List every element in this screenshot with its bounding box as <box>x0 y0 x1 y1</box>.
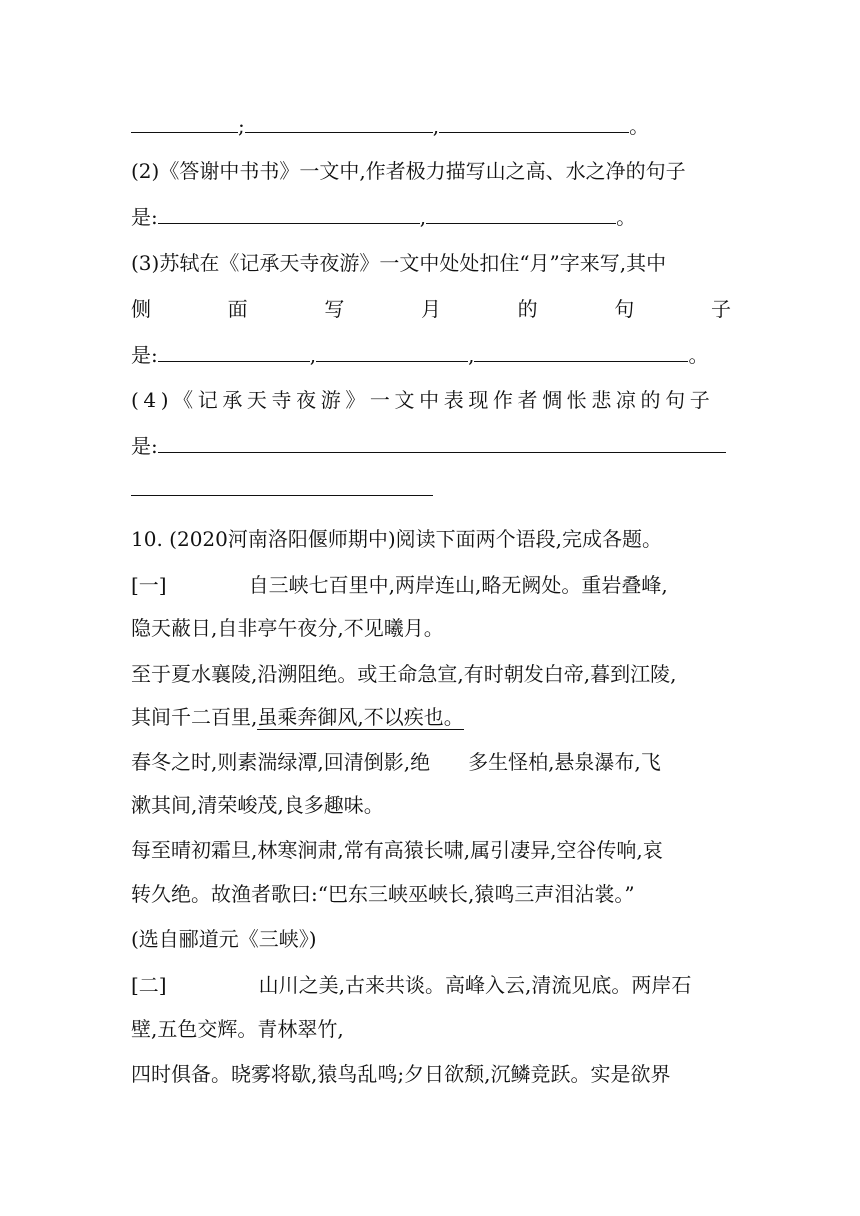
passage-label: [二] <box>131 973 167 997</box>
passage-1-line-4: 其间千二百里,虽乘奔御风,不以疾也。 <box>131 705 464 729</box>
question-4-answer-line: 是: <box>131 432 731 460</box>
passage-1-line-6: 漱其间,清荣峻茂,良多趣味。 <box>131 793 384 817</box>
underlined-sentence: 虽乘奔御风,不以疾也。 <box>257 705 464 729</box>
answer-blank[interactable] <box>439 112 629 133</box>
answer-blank[interactable] <box>158 203 420 224</box>
passage-1-line-8: 转久绝。故渔者歌曰:“巴东三峡巫峡长,猿鸣三声泪沾裳。” <box>131 882 635 906</box>
passage-2-line-3: 四时俱备。晓雾将歇,猿鸟乱鸣;夕日欲颓,沉鳞竞跃。实是欲界 <box>131 1062 671 1086</box>
answer-blank[interactable] <box>426 203 616 224</box>
answer-blank[interactable] <box>158 341 310 362</box>
passage-2-line-1: [二] 山川之美,古来共谈。高峰入云,清流见底。两岸石 <box>131 973 692 997</box>
question-3-spread-line: 侧 面 写 月 的 句 子 <box>131 297 731 321</box>
passage-1-line-5: 春冬之时,则素湍绿潭,回清倒影,绝 多生怪柏,悬泉瀑布,飞 <box>131 750 661 774</box>
question-3-answer-line: 是: , , 。 <box>131 343 709 367</box>
answer-blank[interactable] <box>131 475 433 496</box>
answer-blank[interactable] <box>474 341 688 362</box>
blank-line-1: ; , 。 <box>131 112 731 140</box>
answer-blank[interactable] <box>245 112 433 133</box>
passage-1-line-2: 隐天蔽日,自非亭午夜分,不见曦月。 <box>131 616 444 640</box>
passage-1-line-7: 每至晴初霜旦,林寒涧肃,常有高猿长啸,属引凄异,空谷传响,哀 <box>131 838 663 862</box>
passage-1-source: (选自郦道元《三峡》) <box>131 927 317 951</box>
question-4-answer-line-2 <box>131 475 731 503</box>
question-3-text: (3)苏轼在《记承天寺夜游》一文中处处扣住“月”字来写,其中 <box>131 251 667 275</box>
question-2-text: (2)《答谢中书书》一文中,作者极力描写山之高、水之净的句子 <box>131 159 686 183</box>
answer-blank[interactable] <box>158 432 726 453</box>
answer-blank[interactable] <box>316 341 468 362</box>
answer-blank[interactable] <box>131 112 238 133</box>
question-10-header: 10. (2020河南洛阳偃师期中)阅读下面两个语段,完成各题。 <box>131 527 663 551</box>
passage-1-line-3: 至于夏水襄陵,沿溯阻绝。或王命急宣,有时朝发白帝,暮到江陵, <box>131 662 677 686</box>
passage-label: [一] <box>131 573 167 597</box>
passage-1-line-1: [一] 自三峡七百里中,两岸连山,略无阙处。重岩叠峰, <box>131 573 668 597</box>
passage-2-line-2: 壁,五色交辉。青林翠竹, <box>131 1017 344 1041</box>
question-4-text: (4)《记承天寺夜游》一文中表现作者惆怅悲凉的句子 <box>131 388 715 412</box>
question-2-answer-line: 是: , 。 <box>131 205 637 229</box>
